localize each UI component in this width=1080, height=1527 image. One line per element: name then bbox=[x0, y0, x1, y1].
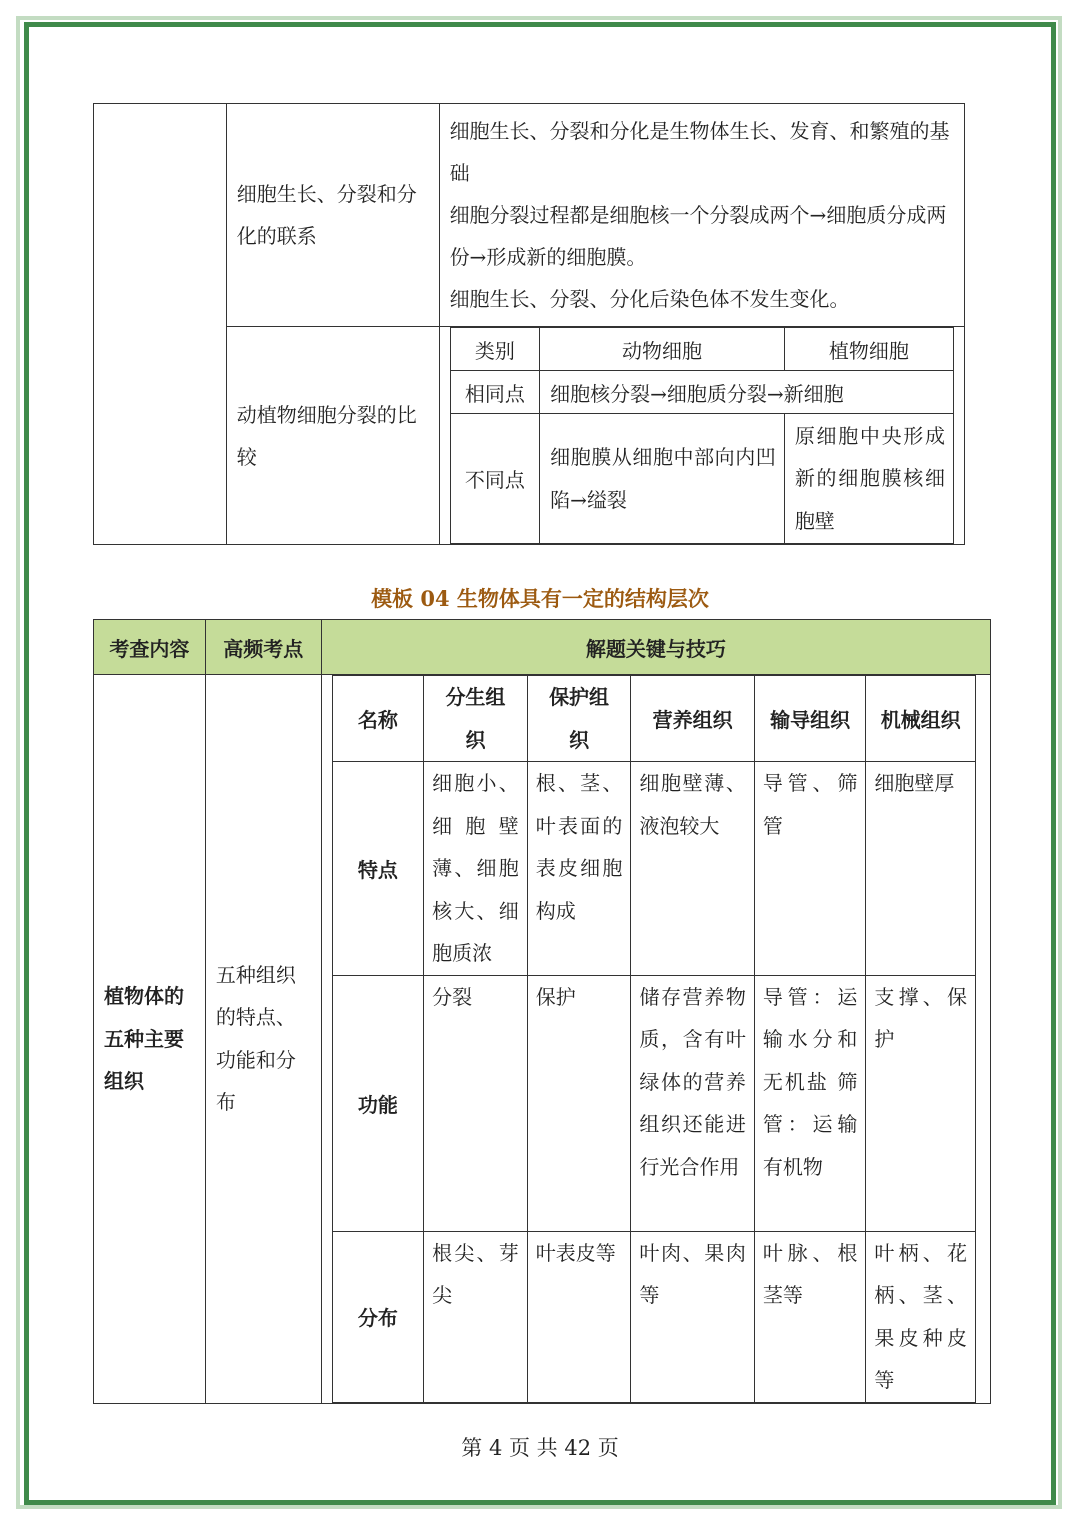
tissue-table bbox=[93, 619, 991, 1404]
function-cell: 支撑、保护 bbox=[866, 975, 976, 1231]
header-content: 考查内容 bbox=[94, 620, 206, 675]
distribution-cell: 叶柄、花柄、茎、果皮种皮等 bbox=[866, 1231, 976, 1402]
tissue-inner-table bbox=[332, 675, 976, 1403]
distribution-cell: 叶表皮等 bbox=[527, 1231, 631, 1402]
function-cell: 储存营养物质，含有叶绿体的营养组织还能进行光合作用 bbox=[631, 975, 754, 1231]
page-number: 第 4 页 共 42 页 bbox=[461, 1436, 619, 1460]
compare-table bbox=[450, 327, 954, 544]
header-key: 解题关键与技巧 bbox=[321, 620, 990, 675]
tissue-header: 输导组织 bbox=[754, 676, 866, 762]
diff-plant: 原细胞中央形成新的细胞膜核细胞壁 bbox=[784, 414, 953, 544]
distribution-cell: 根尖、芽尖 bbox=[424, 1231, 528, 1402]
compare-header: 类别 bbox=[450, 328, 540, 371]
feature-cell: 细胞小、细胞壁薄、细胞核大、细胞质浓 bbox=[424, 762, 528, 976]
header-point: 高频考点 bbox=[205, 620, 321, 675]
row-label-function: 功能 bbox=[332, 975, 423, 1231]
feature-cell: 根、茎、叶表面的表皮细胞构成 bbox=[527, 762, 631, 976]
tissue-header: 保护组织 bbox=[527, 676, 631, 762]
tissue-header: 机械组织 bbox=[866, 676, 976, 762]
point-cell: 五种组织的特点、功能和分布 bbox=[205, 675, 321, 1404]
section-title: 模板 04 生物体具有一定的结构层次 bbox=[371, 586, 709, 611]
topic-division-compare: 动植物细胞分裂的比较 bbox=[226, 327, 439, 545]
cell-division-table bbox=[93, 103, 965, 545]
function-cell: 导管：运输水分和无机盐 筛管：运输有机物 bbox=[754, 975, 866, 1231]
function-cell: 保护 bbox=[527, 975, 631, 1231]
feature-cell: 导管、筛管 bbox=[754, 762, 866, 976]
content-cell: 植物体的五种主要组织 bbox=[94, 675, 206, 1404]
row-label-features: 特点 bbox=[332, 762, 423, 976]
tissue-header: 名称 bbox=[332, 676, 423, 762]
diff-animal: 细胞膜从细胞中部向内凹陷→缢裂 bbox=[540, 414, 785, 544]
feature-cell: 细胞壁薄、液泡较大 bbox=[631, 762, 754, 976]
distribution-cell: 叶脉、根茎等 bbox=[754, 1231, 866, 1402]
tissue-header: 营养组织 bbox=[631, 676, 754, 762]
diff-label: 不同点 bbox=[450, 414, 540, 544]
detail-line: 细胞生长、分裂、分化后染色体不发生变化。 bbox=[449, 287, 850, 311]
feature-cell: 细胞壁厚 bbox=[866, 762, 976, 976]
compare-cell bbox=[439, 327, 964, 545]
growth-division-details bbox=[439, 104, 964, 327]
empty-category-cell bbox=[94, 104, 227, 545]
distribution-cell: 叶肉、果肉等 bbox=[631, 1231, 754, 1402]
tissue-detail-cell bbox=[321, 675, 990, 1404]
function-cell: 分裂 bbox=[424, 975, 528, 1231]
topic-growth-division: 细胞生长、分裂和分化的联系 bbox=[226, 104, 439, 327]
detail-line: 细胞分裂过程都是细胞核一个分裂成两个→细胞质分成两份→形成新的细胞膜。 bbox=[449, 203, 947, 269]
same-label: 相同点 bbox=[450, 371, 540, 414]
compare-header: 植物细胞 bbox=[784, 328, 953, 371]
detail-line: 细胞生长、分裂和分化是生物体生长、发育、和繁殖的基础 bbox=[449, 119, 950, 185]
tissue-header: 分生组织 bbox=[424, 676, 528, 762]
same-text: 细胞核分裂→细胞质分裂→新细胞 bbox=[540, 371, 954, 414]
row-label-distribution: 分布 bbox=[332, 1231, 423, 1402]
compare-header: 动物细胞 bbox=[540, 328, 785, 371]
